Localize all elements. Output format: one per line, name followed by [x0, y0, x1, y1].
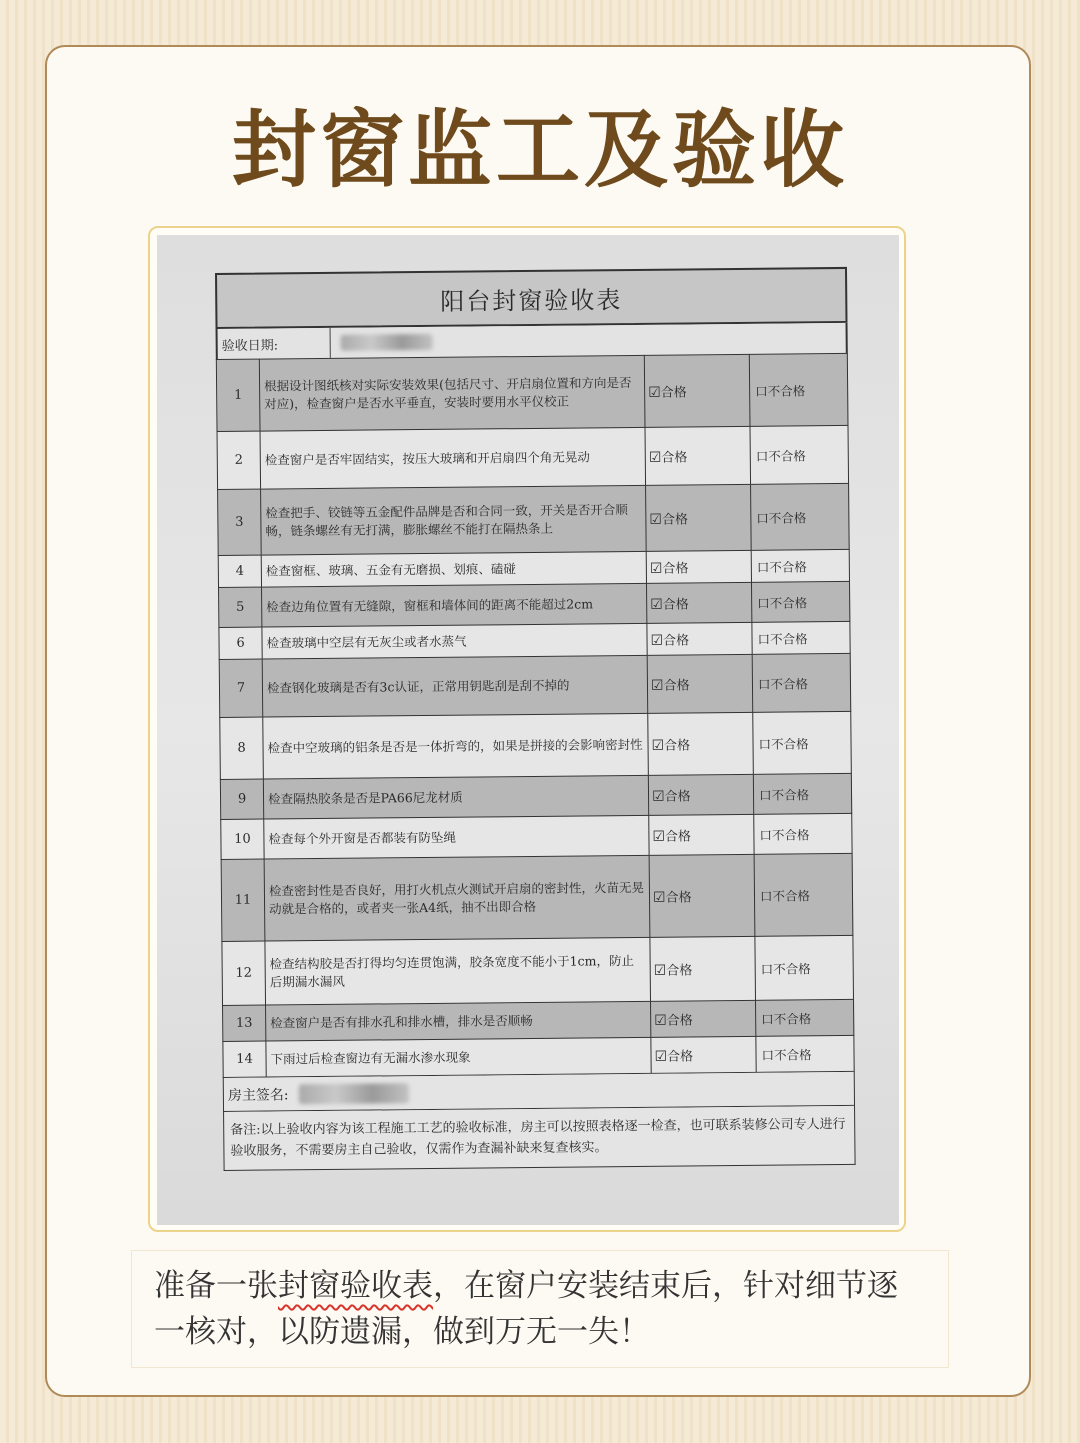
- checked-box-icon: ☑: [648, 449, 662, 466]
- pass-cell: [647, 622, 752, 655]
- row-number: 13: [223, 1005, 266, 1041]
- date-label: 验收日期:: [218, 328, 331, 359]
- fail-cell: 口不合格: [751, 549, 849, 582]
- form-note: 备注:以上验收内容为该工程施工工艺的验收标准，房主可以按照表格逐一检查，也可联系装修公司专人进行验收服务，不需要房主自己验收，仅需作为查漏补缺来复查核实。: [223, 1106, 856, 1171]
- checked-box-icon: ☑: [651, 737, 665, 754]
- fail-cell: 口不合格: [754, 853, 853, 936]
- row-description: 检查隔热胶条是否是PA66尼龙材质: [263, 775, 648, 819]
- checked-box-icon: ☑: [650, 632, 664, 649]
- form-title: 阳台封窗验收表: [215, 267, 848, 329]
- pass-label: 合格: [660, 385, 687, 401]
- fail-cell: 口不合格: [751, 581, 849, 622]
- checked-box-icon: ☑: [652, 828, 666, 845]
- pass-label: 合格: [663, 633, 690, 649]
- table-row: [223, 1035, 854, 1077]
- caption: [131, 1250, 949, 1368]
- row-number: 5: [219, 587, 262, 627]
- pass-cell: [648, 774, 753, 815]
- table-row: [221, 813, 852, 859]
- row-description: 检查窗户是否有排水孔和排水槽，排水是否顺畅: [266, 1001, 651, 1041]
- checklist-table: [216, 353, 855, 1078]
- fail-cell: 口不合格: [753, 773, 851, 814]
- pass-label: 合格: [663, 678, 690, 694]
- checked-box-icon: ☑: [651, 788, 665, 805]
- fail-cell: 口不合格: [752, 653, 851, 712]
- row-description: 根据设计图纸核对实际安装效果(包括尺寸、开启扇位置和方向是否对应)，检查窗户是否水平垂直，安装时要用水平仪校正: [259, 355, 645, 431]
- checked-box-icon: ☑: [649, 511, 663, 528]
- row-description: 检查每个外开窗是否都装有防坠绳: [264, 815, 649, 859]
- fail-cell: 口不合格: [751, 483, 850, 550]
- table-row: [221, 853, 853, 941]
- row-description: 检查结构胶是否打得均匀连贯饱满，胶条宽度不能小于1cm，防止后期漏水漏风: [265, 937, 651, 1005]
- checked-box-icon: ☑: [653, 962, 667, 979]
- pass-cell: [644, 354, 750, 427]
- pass-cell: [646, 550, 751, 583]
- fail-cell: 口不合格: [754, 813, 852, 854]
- row-description: 检查密封性是否良好，用打火机点火测试开启扇的密封性，火苗无晃动就是合格的，或者夹一张A4纸，抽不出即合格: [264, 855, 650, 941]
- row-description: 检查钢化玻璃是否有3c认证，正常用钥匙刮是刮不掉的: [262, 655, 648, 717]
- pass-label: 合格: [667, 1049, 694, 1065]
- pass-label: 合格: [666, 963, 693, 979]
- checked-box-icon: ☑: [650, 596, 663, 613]
- checked-box-icon: ☑: [654, 1048, 668, 1065]
- pass-label: 合格: [664, 738, 691, 754]
- fail-cell: 口不合格: [753, 711, 852, 774]
- fail-cell: 口不合格: [756, 1035, 854, 1072]
- table-row: [218, 483, 850, 555]
- fail-cell: 口不合格: [752, 621, 850, 654]
- signature-label: 房主签名:: [227, 1086, 289, 1104]
- row-number: 2: [217, 431, 261, 489]
- pass-cell: [648, 712, 754, 775]
- pass-cell: [649, 814, 754, 855]
- pass-cell: [647, 654, 753, 713]
- row-number: 10: [221, 819, 264, 859]
- row-number: 7: [219, 659, 263, 717]
- table-row: [217, 425, 849, 489]
- checked-box-icon: ☑: [654, 1012, 667, 1029]
- checked-box-icon: ☑: [649, 560, 663, 577]
- row-description: 检查窗框、玻璃、五金有无磨损、划痕、磕碰: [261, 551, 646, 587]
- checked-box-icon: ☑: [650, 677, 664, 694]
- pass-cell: [645, 426, 751, 485]
- pass-label: 合格: [661, 512, 689, 528]
- row-description: 检查窗户是否牢固结实，按压大玻璃和开启扇四个角无晃动: [260, 427, 646, 489]
- pass-label: 合格: [662, 561, 689, 577]
- row-description: 检查把手、铰链等五金配件品牌是否和合同一致，开关是否开合顺畅，链条螺丝有无打满，膨胀螺丝不能打在隔热条上: [261, 485, 647, 555]
- row-number: 4: [218, 555, 261, 587]
- table-row: [216, 353, 848, 431]
- row-number: 8: [220, 717, 264, 779]
- row-number: 1: [216, 359, 260, 431]
- pass-label: 合格: [664, 829, 692, 845]
- row-number: 6: [219, 627, 262, 659]
- caption-highlight: 封窗验收表: [278, 1268, 433, 1304]
- form-photo: [157, 235, 899, 1225]
- row-number: 14: [223, 1041, 266, 1077]
- pass-label: 合格: [666, 1013, 693, 1029]
- table-row: [222, 935, 854, 1005]
- page-title: 封窗监工及验收: [231, 101, 848, 199]
- table-row: [220, 711, 852, 779]
- pass-cell: [649, 854, 755, 937]
- pass-cell: [651, 1036, 756, 1073]
- pass-cell: [651, 1000, 756, 1037]
- row-number: 11: [221, 859, 265, 941]
- row-number: 12: [222, 941, 266, 1005]
- acceptance-form: [215, 267, 856, 1171]
- pass-label: 合格: [662, 597, 689, 613]
- caption-after: ，在窗户安装结束后，针对细节逐一核对，以防遗漏，做到万无一失！: [154, 1268, 898, 1350]
- fail-cell: 口不合格: [755, 935, 854, 1000]
- table-row: [223, 999, 854, 1041]
- row-description: 检查玻璃中空层有无灰尘或者水蒸气: [262, 623, 647, 659]
- row-number: 9: [220, 779, 263, 819]
- row-description: 检查边角位置有无缝隙，窗框和墙体间的距离不能超过2cm: [262, 583, 647, 627]
- pass-label: 合格: [664, 789, 691, 805]
- blurred-signature: [299, 1083, 409, 1104]
- checked-box-icon: ☑: [652, 889, 666, 906]
- fail-cell: 口不合格: [749, 353, 848, 426]
- table-row: [219, 581, 850, 627]
- pass-label: 合格: [665, 890, 692, 906]
- checked-box-icon: ☑: [648, 384, 661, 401]
- row-description: 检查中空玻璃的铝条是否是一体折弯的，如果是拼接的会影响密封性: [263, 713, 649, 779]
- fail-cell: 口不合格: [750, 425, 849, 484]
- blurred-date: [341, 334, 433, 351]
- pass-cell: [646, 484, 752, 551]
- table-row: [219, 653, 851, 717]
- table-row: [220, 773, 851, 819]
- row-description: 下雨过后检查窗边有无漏水渗水现象: [266, 1037, 651, 1077]
- pass-cell: [650, 936, 756, 1001]
- fail-cell: 口不合格: [756, 999, 854, 1036]
- pass-label: 合格: [661, 450, 688, 466]
- pass-cell: [646, 582, 751, 623]
- caption-before: 准备一张: [154, 1268, 278, 1304]
- row-number: 3: [218, 489, 262, 555]
